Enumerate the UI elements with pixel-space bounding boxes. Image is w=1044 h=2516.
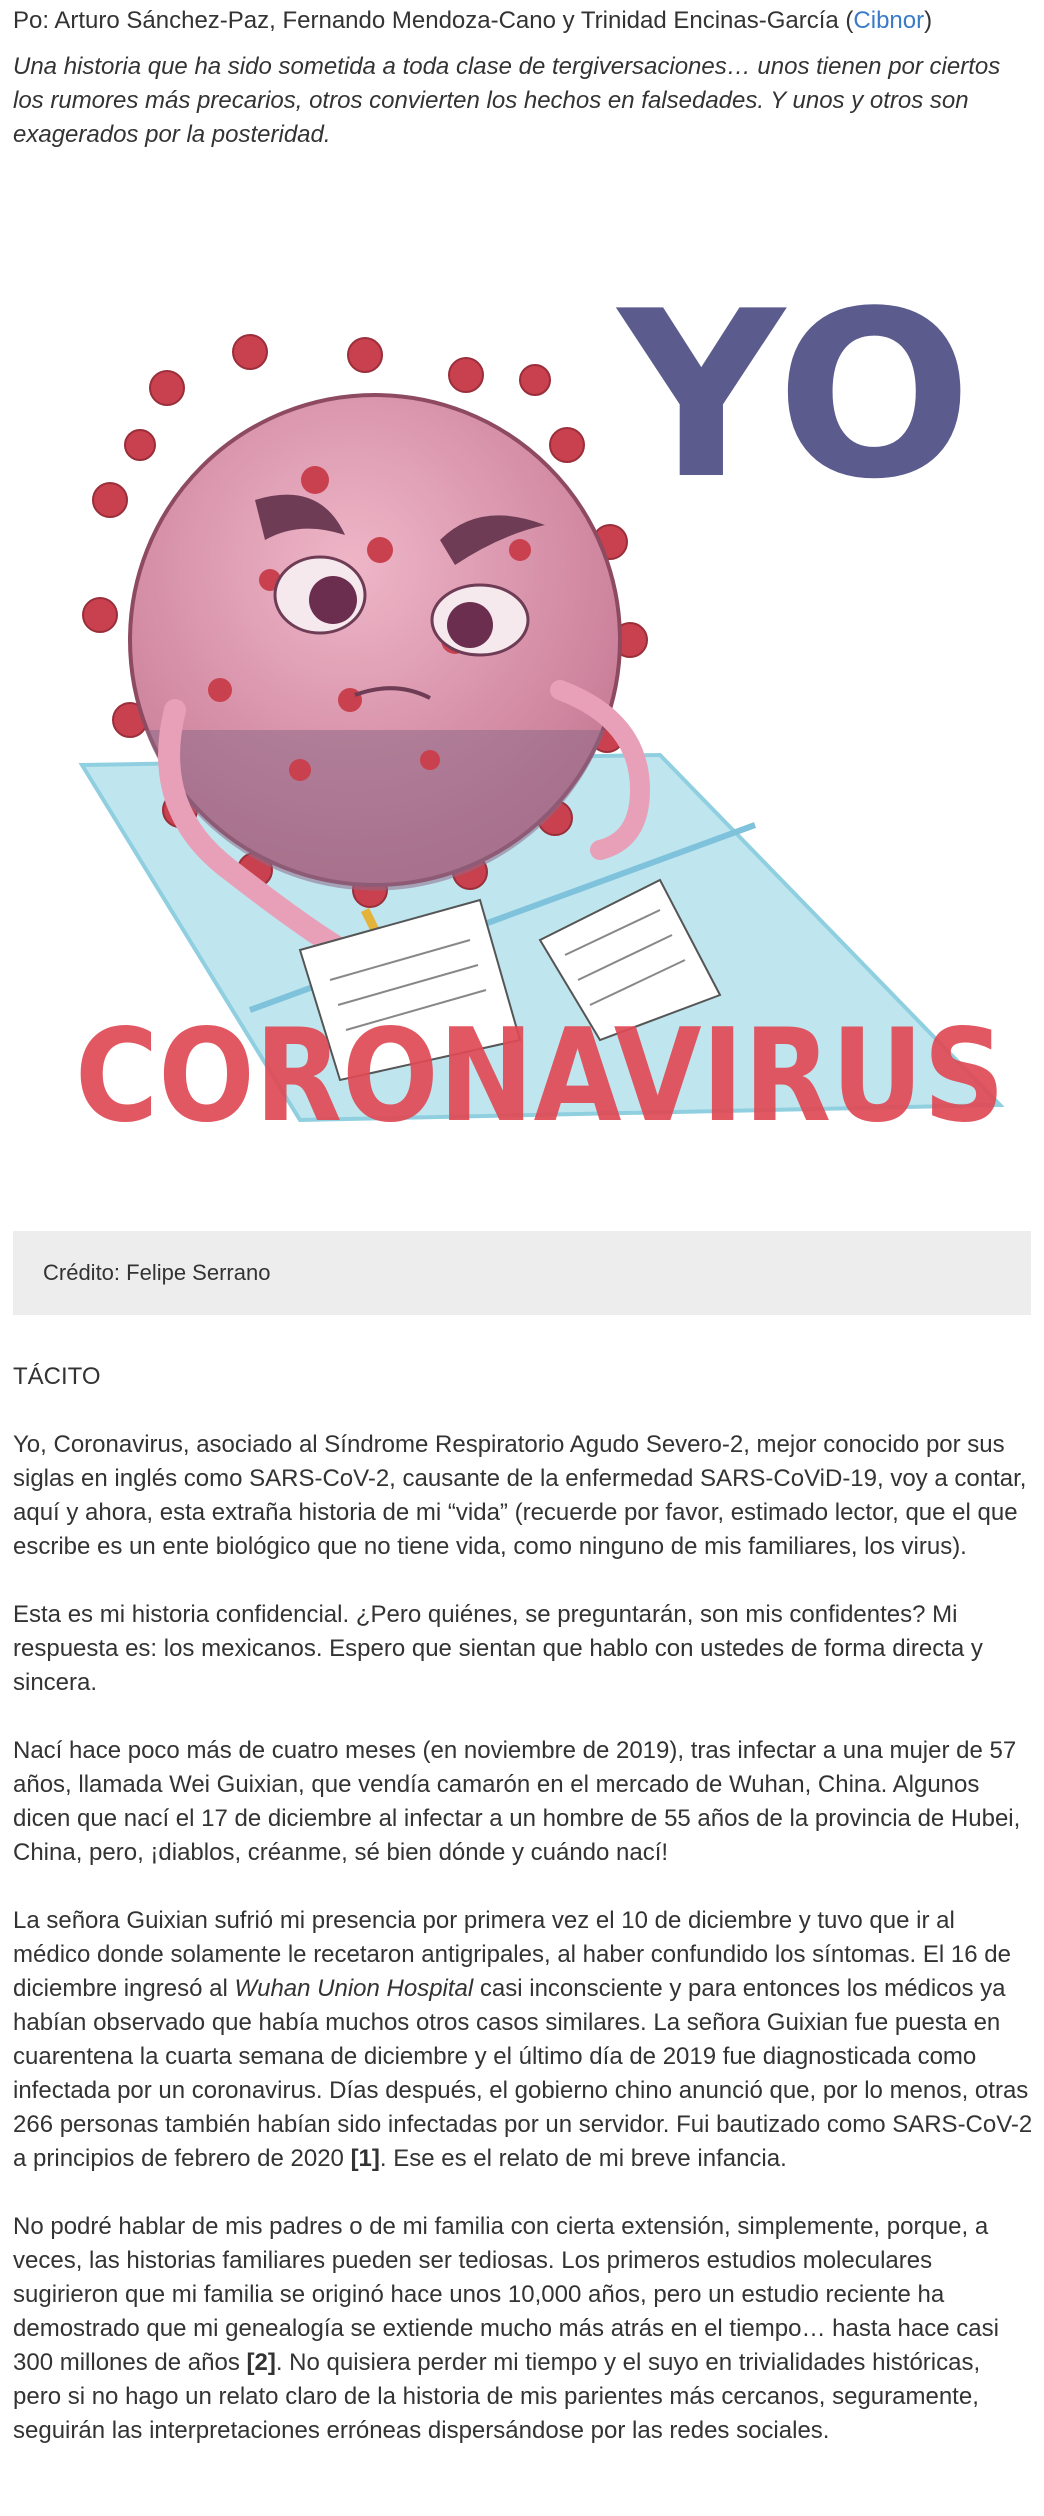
- reference-1: [1]: [350, 2145, 380, 2172]
- paragraph-2: Esta es mi historia confidencial. ¿Pero quiénes, se preguntarán, son mis confidentes? Mi respuesta es: los mexicanos. Espero que sientan que hablo con ustedes de forma directa y sincera.: [13, 1601, 983, 1696]
- reference-2: [2]: [246, 2349, 276, 2376]
- paragraph-4-text-a: La señora Guixian sufrió mi presencia por primera vez el 10 de diciembre y tuvo que ir al médico donde solamente le recetaron antigripales, al haber confundido los síntomas. El 16 de diciembre ingresó al: [13, 1907, 1011, 2002]
- paragraph-3: Nací hace poco más de cuatro meses (en noviembre de 2019), tras infectar a una mujer de 57 años, llamada Wei Guixian, que vendía camarón en el mercado de Wuhan, China. Algunos dicen que nací el 17 de diciembre al infectar a un hombre de 55 años de la provincia de Hubei, China, pero, ¡diablos, créanme, sé bien dónde y cuándo nací!: [13, 1737, 1021, 1866]
- cibnor-link[interactable]: Cibnor: [853, 7, 925, 34]
- byline: [13, 4, 1031, 38]
- byline-close: ): [924, 7, 933, 34]
- lede: Una historia que ha sido sometida a toda clase de tergiversaciones… unos tienen por ciertos los rumores más precarios, otros convierten los hechos en falsedades. Y unos y otros son exagerados por la posteridad.: [13, 53, 1001, 148]
- section-heading: TÁCITO: [13, 1363, 101, 1390]
- paragraph-5-text-a: No podré hablar de mis padres o de mi familia con cierta extensión, simplemente, porque, a veces, las historias familiares pueden ser tediosas. Los primeros estudios moleculares sugirieron que mi familia se originó hace unos 10,000 años, pero un estudio reciente ha demostrado que mi genealogía se extiende mucho más atrás en el tiempo… hasta hace casi 300 millones de años: [13, 2213, 999, 2376]
- article-body: [13, 1360, 1033, 2482]
- paragraph-5: [13, 2210, 1033, 2448]
- paragraph-5-text-b: . No quisiera perder mi tiempo y el suyo en trivialidades históricas, pero si no hago un relato claro de la historia de mis parientes más cercanos, seguramente, seguirán las interpretaciones erróneas dispersándose por las redes sociales.: [13, 2349, 981, 2444]
- paragraph-1: Yo, Coronavirus, asociado al Síndrome Respiratorio Agudo Severo-2, mejor conocido por sus siglas en inglés como SARS-CoV-2, causante de la enfermedad SARS-CoViD-19, voy a contar, aquí y ahora, esta extraña historia de mi “vida” (recuerde por favor, estimado lector, que el que escribe es un ente biológico que no tiene vida, como ninguno de mis familiares, los virus).: [13, 1431, 1027, 1560]
- byline-authors: Po: Arturo Sánchez-Paz, Fernando Mendoza-Cano y Trinidad Encinas-García (: [13, 7, 854, 34]
- paragraph-4-text-c: . Ese es el relato de mi breve infancia.: [379, 2145, 787, 2172]
- image-caption: [13, 1231, 1031, 1315]
- hospital-name: Wuhan Union Hospital: [234, 1975, 474, 2002]
- caption-credit: Crédito: Felipe Serrano: [43, 1260, 271, 1285]
- paragraph-4-text-b: casi inconsciente y para entonces los médicos ya habían observado que había muchos otros casos similares. La señora Guixian fue puesta en cuarentena la cuarta semana de diciembre y el último día de 2019 fue diagnosticada como infectada por un coronavirus. Días después, el gobierno chino anunció que, por lo menos, otras 266 personas también habían sido infectadas por un servidor. Fui bautizado como SARS-CoV-2 a principios de febrero de 2020: [13, 1975, 1033, 2172]
- paragraph-4: [13, 1904, 1033, 2176]
- yo-heading: YO: [618, 263, 972, 530]
- coronavirus-illustration: [0, 250, 1044, 1150]
- coronavirus-heading: CORONAVIRUS: [75, 1002, 1005, 1150]
